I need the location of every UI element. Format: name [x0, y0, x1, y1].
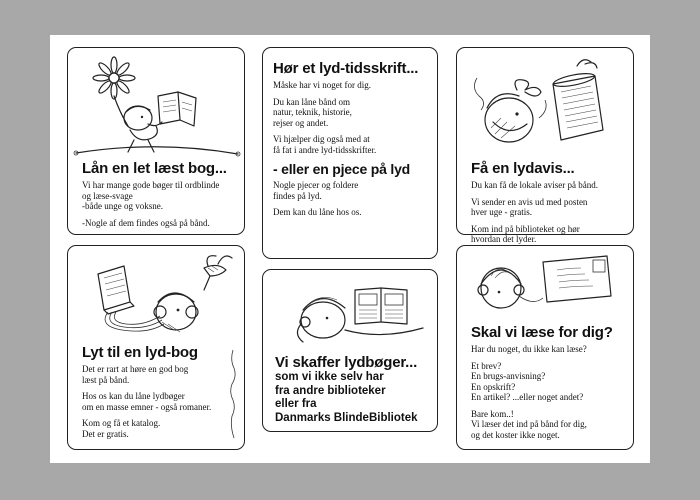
panel-text: Du kan få de lokale aviser på bånd.	[471, 180, 598, 190]
panel-audio-newspaper	[456, 47, 634, 244]
panel-text: Kom og få et katalog. Det er gratis.	[82, 418, 161, 439]
panel-text: Hos os kan du låne lydbøger om en masse emner - også romaner.	[82, 391, 212, 412]
panel-easy-read-books	[67, 47, 245, 235]
panel-text: Kom ind på biblioteket og hør hvordan det lyder.	[471, 223, 580, 244]
panel-text: Du kan låne bånd om natur, teknik, historie, rejser og andet.	[273, 96, 352, 128]
panel-title: Vi skaffer lydbøger...	[275, 354, 418, 371]
panel-title: Skal vi læse for dig?	[471, 324, 613, 341]
panel-text: Har du noget, du ikke kan læse?	[471, 344, 587, 354]
panel-text: Vi sender en avis ud med posten hver uge - gratis.	[471, 196, 588, 217]
panel-title: Hør et lyd-tidsskrift...	[273, 60, 419, 77]
flower-reader-illustration	[68, 48, 244, 158]
newspaper-character-illustration	[457, 48, 633, 156]
panel-read-for-you	[456, 245, 634, 450]
panel-title: Få en lydavis...	[471, 160, 575, 177]
panel-text: som vi ikke selv har fra andre biblioteker eller fra Danmarks BlindeBibliotek	[275, 371, 418, 424]
panel-text: Bare kom..! Vi læser det ind på bånd for dig, og det koster ikke noget.	[471, 408, 587, 440]
panel-text: Vi hjælper dig også med at få fat i andre lyd-tidsskrifter.	[273, 134, 377, 155]
panel-text: Måske har vi noget for dig.	[273, 80, 371, 90]
panel-subtitle: - eller en pjece på lyd	[273, 161, 411, 177]
panel-text: Nogle pjecer og foldere findes på lyd.	[273, 180, 359, 201]
panel-text: -Nogle af dem findes også på bånd.	[82, 217, 210, 228]
panel-audio-book	[67, 245, 245, 450]
panel-interlibrary-audio-books	[262, 269, 438, 432]
artist-signature-icon	[228, 346, 238, 446]
headphones-book-listener-illustration	[263, 270, 437, 350]
headphones-letter-illustration	[457, 246, 633, 318]
book-bird-headphones-illustration	[68, 246, 244, 346]
panel-title: Lån en let læst bog...	[82, 160, 227, 177]
brochure-sheet	[50, 35, 650, 463]
panel-text: Dem kan du låne hos os.	[273, 207, 362, 217]
panel-text: Det er rart at høre en god bog læst på bånd.	[82, 364, 189, 385]
panel-title: Lyt til en lyd-bog	[82, 344, 198, 361]
panel-text: Et brev? En brugs-anvisning? En opskrift? En artikel? ...eller noget andet?	[471, 360, 584, 402]
panel-text: Vi har mange gode bøger til ordblinde og læse-svage -både unge og voksne.	[82, 180, 220, 211]
panel-audio-magazine	[262, 47, 438, 259]
